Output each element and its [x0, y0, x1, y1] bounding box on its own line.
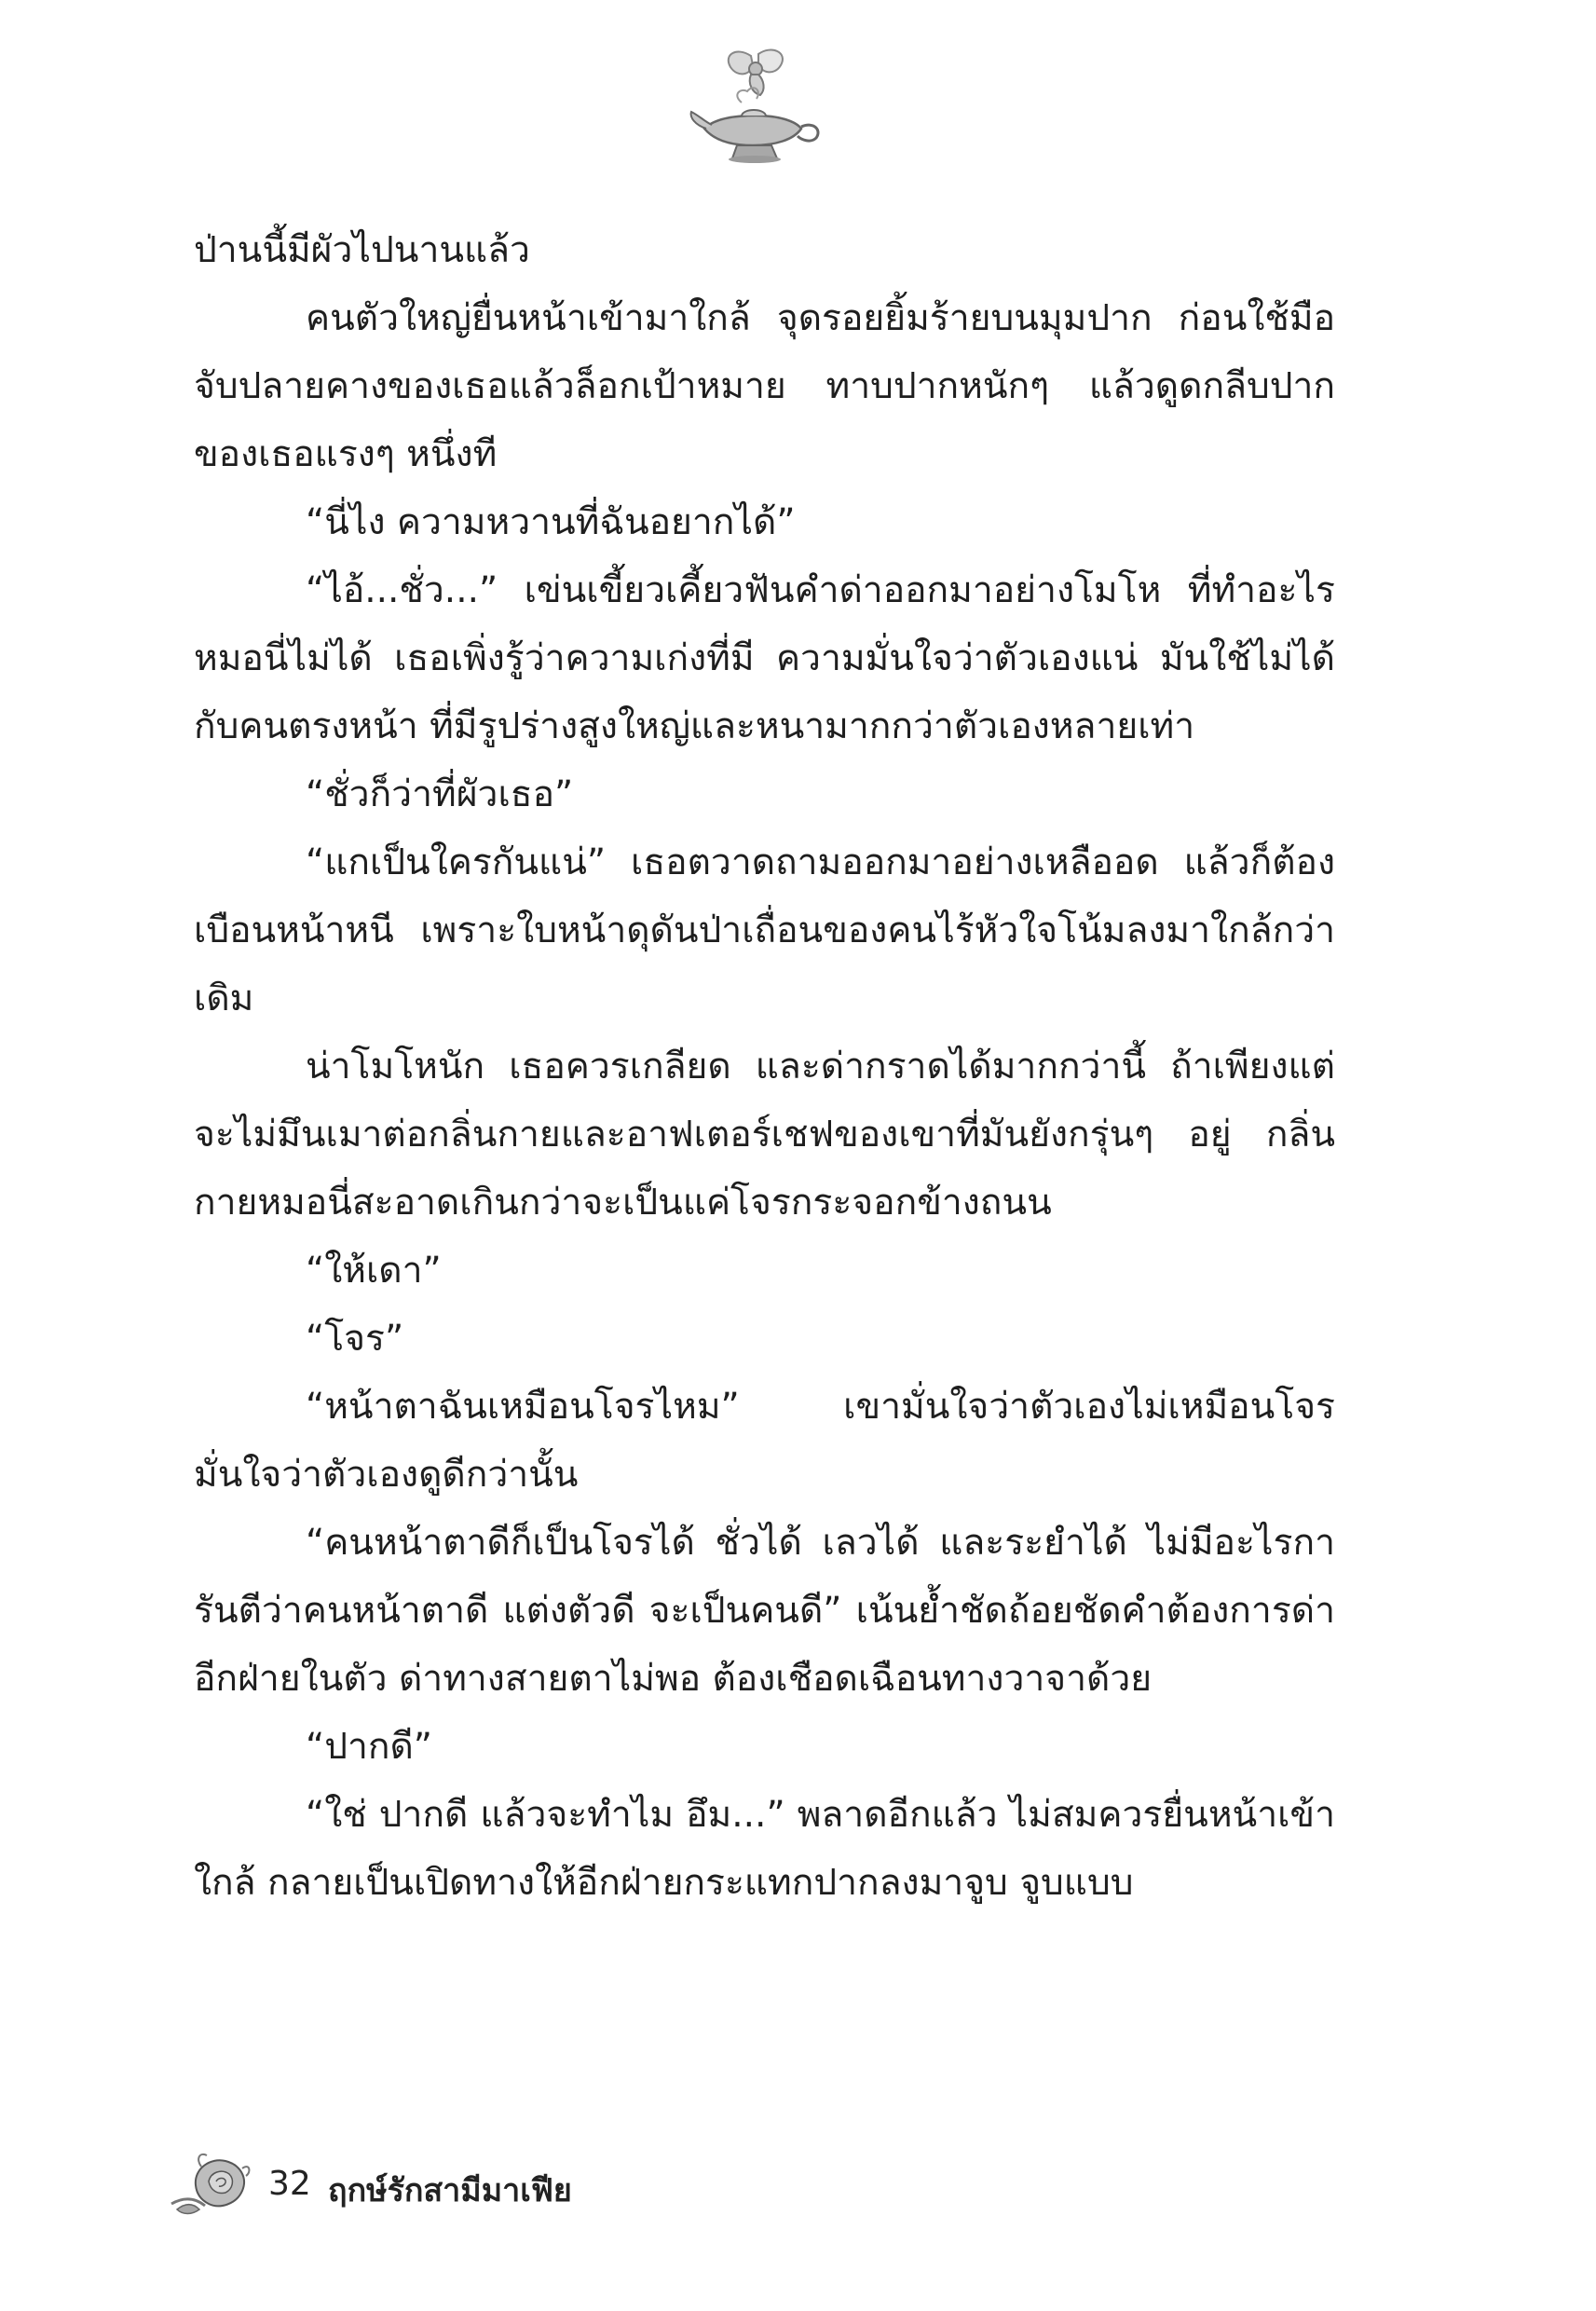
paragraph: น่าโมโหนัก เธอควรเกลียด และด่ากราดได้มากกว่านี้ ถ้าเพียงแต่จะไม่มึนเมาต่อกลิ่นกายและอาฟเตอร์เชฟของเขาที่มันยังกรุ่นๆ อยู่ กลิ่นกายหมอนี่สะอาดเกินกว่าจะเป็นแค่โจรกระจอกข้างถนน	[194, 1046, 1335, 1224]
paragraph: “หน้าตาฉันเหมือนโจรไหม” เขามั่นใจว่าตัวเองไม่เหมือนโจร มั่นใจว่าตัวเองดูดีกว่านั้น	[194, 1386, 1335, 1496]
story-text	[194, 216, 1335, 1917]
rose-icon	[168, 2148, 253, 2221]
page-footer	[168, 2148, 913, 2222]
paragraph: “โจร”	[306, 1318, 404, 1360]
paragraph: “นี่ไง ความหวานที่ฉันอยากได้”	[306, 501, 796, 543]
paragraph: “ปากดี”	[306, 1726, 433, 1768]
paragraph: “ใช่ ปากดี แล้วจะทำไม อึม...” พลาดอีกแล้ว ไม่สมควรยื่นหน้าเข้าใกล้ กลายเป็นเปิดทางให้อีกฝ่ายกระแทกปากลงมาจูบ จูบแบบ	[194, 1794, 1335, 1904]
paragraph: คนตัวใหญ่ยื่นหน้าเข้ามาใกล้ จุดรอยยิ้มร้ายบนมุมปาก ก่อนใช้มือจับปลายคางของเธอแล้วล็อกเป้าหมาย ทาบปากหนักๆ แล้วดูดกลีบปากของเธอแรงๆ หนึ่งที	[194, 297, 1335, 475]
page-number: 32	[268, 2165, 311, 2203]
paragraph: “แกเป็นใครกันแน่” เธอตวาดถามออกมาอย่างเหลืออด แล้วก็ต้องเบือนหน้าหนี เพราะใบหน้าดุดันป่าเถื่อนของคนไร้หัวใจโน้มลงมาใกล้กว่าเดิม	[194, 841, 1335, 1019]
paragraph: “ชั่วก็ว่าที่ผัวเธอ”	[306, 773, 574, 815]
genie-lamp-fairy-icon	[686, 47, 825, 168]
paragraph: “ให้เดา”	[306, 1250, 442, 1292]
paragraph: “ไอ้...ชั่ว...” เข่นเขี้ยวเคี้ยวฟันคำด่าออกมาอย่างโมโห ที่ทำอะไรหมอนี่ไม่ได้ เธอเพิ่งรู้ว่าความเก่งที่มี ความมั่นใจว่าตัวเองแน่ มันใช้ไม่ได้กับคนตรงหน้า ที่มีรูปร่างสูงใหญ่และหนามากกว่าตัวเองหลายเท่า	[194, 569, 1335, 747]
paragraph: “คนหน้าตาดีก็เป็นโจรได้ ชั่วได้ เลวได้ และระยำได้ ไม่มีอะไรการันตีว่าคนหน้าตาดี แต่งตัวดี จะเป็นคนดี” เน้นย้ำชัดถ้อยชัดคำต้องการด่าอีกฝ่ายในตัว ด่าทางสายตาไม่พอ ต้องเชือดเฉือนทางวาจาด้วย	[194, 1522, 1335, 1700]
paragraph: ป่านนี้มีผัวไปนานแล้ว	[194, 229, 530, 271]
book-title: ฤกษ์รักสามีมาเฟีย	[328, 2172, 572, 2209]
